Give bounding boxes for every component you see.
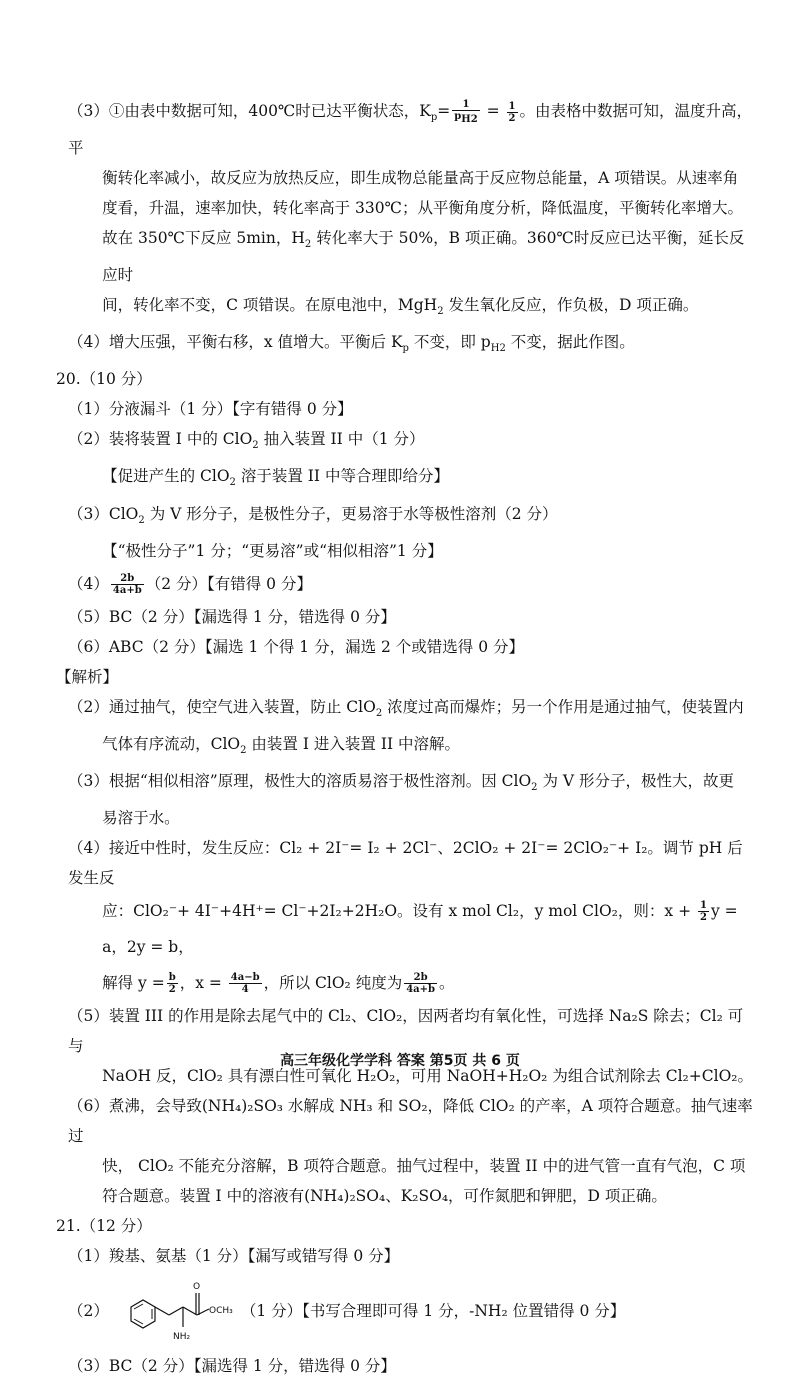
page-footer: 高三年级化学学科 答案 第5页 共 6 页 xyxy=(280,1053,520,1069)
frac2-top: 1 xyxy=(508,100,516,112)
q19-4-c: 不变，据此作图。 xyxy=(505,333,635,352)
frac-bottom: 4a+b xyxy=(406,984,436,996)
sub-2: 2 xyxy=(240,744,247,756)
q20-explain-6-l2: 快， ClO₂ 不能充分溶解，B 项符合题意。抽气过程中，装置 II 中的进气管一直有气泡，C 项 xyxy=(102,1156,746,1175)
fraction-1-over-2 xyxy=(698,900,709,923)
q19-3-line5 xyxy=(68,290,758,327)
e2-a: （2）通过抽气，使空气进入装置，防止 ClO xyxy=(68,697,376,716)
och3-label: OCH₃ xyxy=(208,1305,233,1316)
q19-4-sub: p xyxy=(402,343,409,355)
sub-2: 2 xyxy=(229,477,236,489)
q21-a2-post: （1 分）【书写合理即可得 1 分，-NH₂ 位置错得 0 分】 xyxy=(240,1301,626,1320)
q20-answer-2-note xyxy=(68,461,758,498)
frac1-top: 1 xyxy=(452,99,479,111)
e4-l3-c: ，所以 ClO₂ 纯度为 xyxy=(263,973,403,992)
q20-answer-6: （6）ABC（2 分）【漏选 1 个得 1 分，漏选 2 个或错选得 0 分】 xyxy=(68,637,524,656)
h2-sub: 2 xyxy=(304,239,312,251)
q19-3-line3: 度看，升温，速率加快，转化率高于 330℃；从平衡角度分析，降低温度，平衡转化率增大。 xyxy=(102,199,743,218)
q20-answer-3-note: 【“极性分子”1 分；“更易溶”或“相似相溶”1 分】 xyxy=(102,541,443,560)
e4-l2-a: 应：ClO₂⁻+ 4I⁻+4H⁺= Cl⁻+2I₂+2H₂O。设有 x mol Cl₂，y mol ClO₂，则：x + xyxy=(102,901,696,920)
q20-a4-post: （2 分）【有错得 0 分】 xyxy=(145,574,312,593)
phenylalanine-methyl-ester-structure xyxy=(119,1275,239,1347)
frac-top: 1 xyxy=(699,900,707,912)
fraction-1-over-pH2 xyxy=(452,99,479,125)
nh2-label: NH₂ xyxy=(172,1331,190,1342)
mgh2-sub: 2 xyxy=(437,306,444,318)
q20-a3-b: 为 V 形分子，是极性分子，更易溶于水等极性溶剂（2 分） xyxy=(144,504,558,523)
q20-explain-2-l1 xyxy=(68,692,758,729)
page-content xyxy=(56,96,758,1381)
e4-l2-b: y = a，2y = b， xyxy=(102,901,738,956)
sub-2: 2 xyxy=(252,440,259,452)
q20-explain-4-l3 xyxy=(68,965,758,1001)
frac-bottom: 2 xyxy=(168,984,176,996)
q20-explain-2-l2 xyxy=(68,729,758,766)
q20-a2-a: （2）装将装置 I 中的 ClO xyxy=(68,430,253,449)
q19-3-text-b: 。由表格中数据可知，温度升高，平 xyxy=(68,102,753,158)
q20-explain-4-l1: （4）接近中性时，发生反应：Cl₂ + 2I⁻= I₂ + 2Cl⁻、2ClO₂ + 2I⁻= 2ClO₂⁻+ I₂。调节 pH 后发生反 xyxy=(68,838,743,887)
e2-c: 气体有序流动，ClO xyxy=(102,734,241,753)
e4-l3-b: ，x = xyxy=(179,973,227,992)
q20-answer-1: （1）分液漏斗（1 分）【字有错得 0 分】 xyxy=(68,400,353,419)
q20-answer-3 xyxy=(68,499,758,536)
q21-title: 21.（12 分） xyxy=(56,1216,152,1235)
frac-top: 2b xyxy=(404,972,437,984)
q20-explain-6-l3: 符合题意。装置 I 中的溶液有(NH₄)₂SO₄、K₂SO₄，可作氮肥和钾肥，D 项正确。 xyxy=(102,1186,667,1205)
q21-answer-1: （1）羧基、氨基（1 分）【漏写或错写得 0 分】 xyxy=(68,1246,400,1265)
q19-4-a: （4）增大压强，平衡右移，x 值增大。平衡后 K xyxy=(68,333,403,352)
e2-b: 浓度过高而爆炸；另一个作用是通过抽气，使装置内 xyxy=(382,697,744,716)
frac-bottom: 4a+b xyxy=(112,585,142,597)
e3-a: （3）根据“相似相溶”原理，极性大的溶质易溶于极性溶剂。因 ClO xyxy=(68,771,532,790)
q19-4 xyxy=(68,327,758,364)
q20-explain-6-l1: （6）煮沸，会导致(NH₄)₂SO₃ 水解成 NH₃ 和 SO₂，降低 ClO₂ 的产率，A 项符合题意。抽气速率过 xyxy=(68,1096,753,1145)
q20-explain-3-l1 xyxy=(68,766,758,803)
frac1-bot-p: p xyxy=(454,111,462,122)
q19-3-eq: = xyxy=(437,102,451,120)
sub-2: 2 xyxy=(138,514,145,526)
q19-3-l5a: 间，转化率不变，C 项错误。在原电池中，MgH xyxy=(102,296,438,315)
frac-bottom: 4 xyxy=(241,984,249,996)
q20-a2-note-b: 溶于装置 II 中等合理即给分】 xyxy=(235,467,449,486)
frac1-bot-sub: H2 xyxy=(461,114,478,125)
frac-bottom: 2 xyxy=(699,912,707,924)
q19-3-text-a: （3）①由表中数据可知，400℃时已达平衡状态，K xyxy=(68,102,431,120)
q20-explain-5-l2: NaOH 反，ClO₂ 具有漂白性可氧化 H₂O₂，可用 NaOH+H₂O₂ 为组合试剂除去 Cl₂+ClO₂。 xyxy=(102,1066,753,1085)
e4-l3-a: 解得 y = xyxy=(102,973,165,992)
e4-l3-d: 。 xyxy=(439,973,455,992)
fraction-2b-over-4a-plus-b xyxy=(404,972,437,995)
frac-top: 4a−b xyxy=(230,972,260,984)
frac-top: b xyxy=(168,972,176,984)
q19-3-l4a: 故在 350℃下反应 5min，H xyxy=(102,229,305,248)
q20-answer-4 xyxy=(68,566,758,602)
q19-4-sub2: H2 xyxy=(490,343,506,355)
q19-3-line1 xyxy=(68,96,758,163)
q21-answer-3: （3）BC（2 分）【漏选得 1 分，错选得 0 分】 xyxy=(68,1356,396,1375)
fraction-4a-minus-b-over-4 xyxy=(229,972,262,995)
sub-2: 2 xyxy=(531,781,538,793)
q19-3-line2: 衡转化率减小，故反应为放热反应，即生成物总能量高于反应物总能量，A 项错误。从速率角 xyxy=(102,169,739,188)
e2-d: 由装置 I 进入装置 II 中溶解。 xyxy=(246,734,461,753)
q20-answer-2 xyxy=(68,424,758,461)
analysis-heading: 【解析】 xyxy=(56,667,119,686)
kp-sub: p xyxy=(430,112,438,124)
q20-explain-3-l2: 易溶于水。 xyxy=(102,808,180,827)
q20-title: 20.（10 分） xyxy=(56,370,152,389)
sub-2: 2 xyxy=(375,707,383,719)
q20-answer-5: （5）BC（2 分）【漏选得 1 分，错选得 0 分】 xyxy=(68,607,396,626)
e3-b: 为 V 形分子，极性大，故更 xyxy=(537,771,735,790)
q19-3-l4b: 转化率大于 50%，B 项正确。360℃时反应已达平衡，延长反应时 xyxy=(102,229,745,285)
q20-a2-b: 抽入装置 II 中（1 分） xyxy=(258,430,425,449)
q19-3-eq2: = xyxy=(481,102,505,120)
oxygen-label: O xyxy=(192,1281,200,1292)
q19-3-l5b: 发生氧化反应，作负极，D 项正确。 xyxy=(443,296,699,315)
q19-4-b: 不变，即 p xyxy=(408,333,491,352)
q20-a3-a: （3）ClO xyxy=(68,504,139,523)
q21-answer-2 xyxy=(68,1271,758,1351)
q20-explain-4-l2 xyxy=(68,893,758,965)
frac2-bottom: 2 xyxy=(508,112,516,124)
q19-3-line4 xyxy=(68,223,758,290)
fraction-1-over-2 xyxy=(507,101,518,124)
q21-a2-pre: （2） xyxy=(68,1301,109,1320)
frac-top: 2b xyxy=(111,573,144,585)
fraction-b-over-2 xyxy=(167,972,178,995)
q20-a2-note-a: 【促进产生的 ClO xyxy=(102,467,230,486)
fraction-2b-over-4a-plus-b xyxy=(111,573,144,596)
frac1-bottom xyxy=(452,111,479,125)
q20-explain-5-l1: （5）装置 III 的作用是除去尾气中的 Cl₂、ClO₂，因两者均有氧化性，可选择 Na₂S 除去；Cl₂ 可与 xyxy=(68,1006,744,1055)
q20-a4-pre: （4） xyxy=(68,574,109,593)
